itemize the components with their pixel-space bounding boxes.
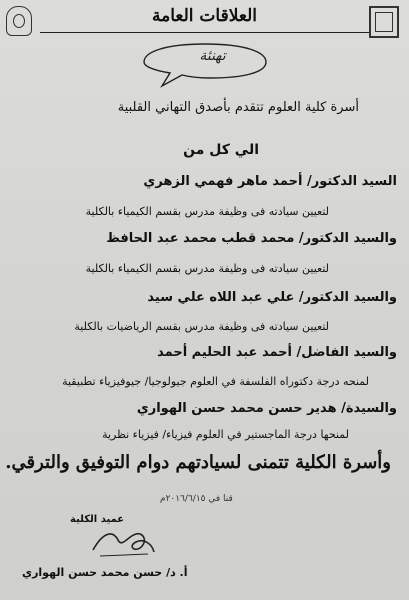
congratulations-banner: تهنئة [199, 48, 226, 64]
closing-line: وأسرة الكلية تتمنى لسيادتهم دوام التوفيق والترقي. [5, 452, 391, 473]
header-divider [40, 32, 369, 33]
issue-date: قنا في ٢٠١٦/٦/١٥م [160, 494, 233, 504]
dean-signature-icon [88, 522, 158, 562]
addressee-line: الي كل من [183, 142, 259, 158]
recipient-name: والسيدة/ هدير حسن محمد حسن الهواري [136, 401, 397, 416]
recipient-reason: لتعيين سيادته فى وظيفة مدرس بقسم الكيمياء بالكلية [85, 262, 329, 275]
department-title: العلاقات العامة [152, 6, 257, 26]
recipient-reason: لمنحه درجة دكتوراه الفلسفة في العلوم جيولوجيا/ جيوفيزياء تطبيقية [62, 375, 369, 388]
dean-name: أ. د/ حسن محمد حسن الهواري [22, 566, 188, 579]
recipient-name: السيد الدكتور/ أحمد ماهر فهمي الزهري [143, 174, 397, 189]
recipient-name: والسيد الدكتور/ محمد قطب محمد عبد الحافظ [106, 231, 397, 246]
dean-title: عميد الكلية [70, 514, 125, 525]
recipient-reason: لتعيين سيادته فى وظيفة مدرس بقسم الكيمياء بالكلية [85, 205, 329, 218]
intro-line: أسرة كلية العلوم تتقدم بأصدق التهاني القلبية [117, 100, 359, 115]
recipient-reason: لمنحها درجة الماجستير في العلوم فيزياء/ فيزياء نظرية [102, 428, 349, 441]
recipient-name: والسيد الدكتور/ علي عبد اللاه علي سيد [147, 290, 397, 305]
recipient-reason: لتعيين سيادته فى وظيفة مدرس بقسم الرياضيات بالكلية [74, 320, 329, 333]
recipient-name: والسيد الفاضل/ أحمد عبد الحليم أحمد [157, 345, 397, 360]
